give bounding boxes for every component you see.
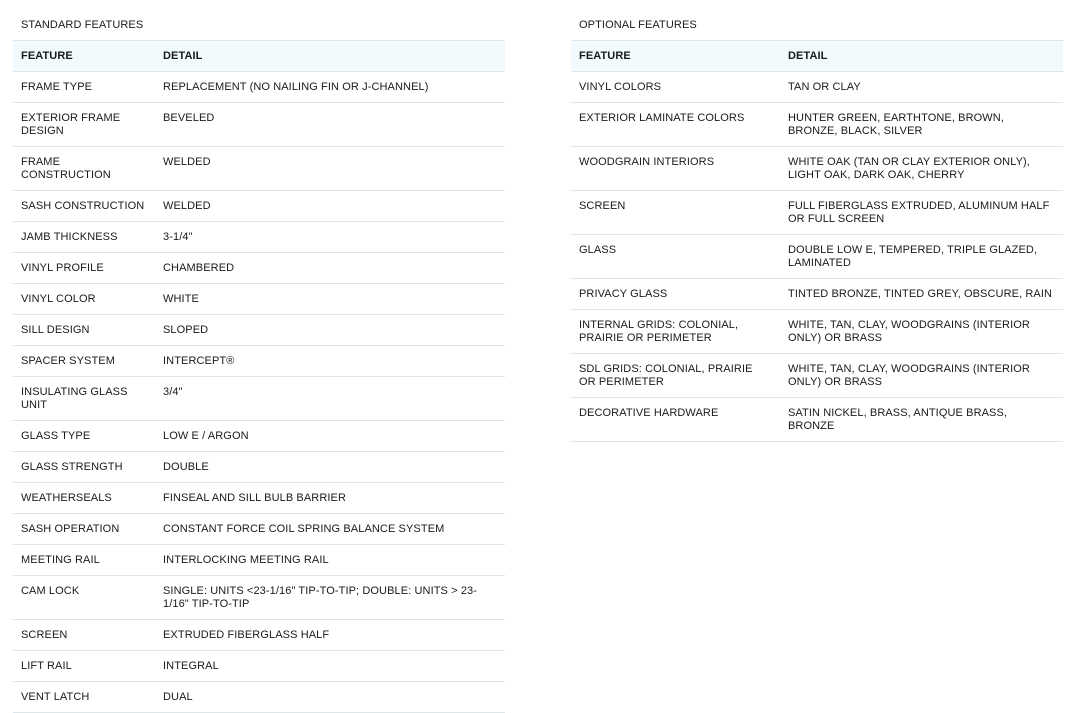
table-row xyxy=(13,222,505,253)
detail-cell: 3/4" xyxy=(155,377,505,421)
feature-cell: SPACER SYSTEM xyxy=(13,346,155,377)
feature-cell: SASH CONSTRUCTION xyxy=(13,191,155,222)
detail-cell: INTERCEPT® xyxy=(155,346,505,377)
detail-column-header: DETAIL xyxy=(155,41,505,72)
table-row xyxy=(571,398,1063,442)
feature-cell: INTERNAL GRIDS: COLONIAL, PRAIRIE OR PERIMETER xyxy=(571,310,780,354)
table-header-row xyxy=(571,41,1063,72)
optional-features-title: OPTIONAL FEATURES xyxy=(579,19,697,31)
detail-cell: WELDED xyxy=(155,147,505,191)
table-row xyxy=(13,315,505,346)
feature-cell: SILL DESIGN xyxy=(13,315,155,346)
table-row xyxy=(571,191,1063,235)
detail-cell: INTERLOCKING MEETING RAIL xyxy=(155,545,505,576)
detail-cell: FINSEAL AND SILL BULB BARRIER xyxy=(155,483,505,514)
feature-cell: VINYL COLOR xyxy=(13,284,155,315)
table-row xyxy=(13,147,505,191)
table-row xyxy=(571,354,1063,398)
feature-column-header: FEATURE xyxy=(13,41,155,72)
detail-cell: SLOPED xyxy=(155,315,505,346)
table-row xyxy=(13,377,505,421)
feature-cell: SASH OPERATION xyxy=(13,514,155,545)
detail-cell: TINTED BRONZE, TINTED GREY, OBSCURE, RAIN xyxy=(780,279,1063,310)
feature-cell: SCREEN xyxy=(13,620,155,651)
feature-cell: EXTERIOR LAMINATE COLORS xyxy=(571,103,780,147)
feature-cell: SCREEN xyxy=(571,191,780,235)
feature-cell: SDL GRIDS: COLONIAL, PRAIRIE OR PERIMETER xyxy=(571,354,780,398)
feature-cell: VENT LATCH xyxy=(13,682,155,713)
feature-cell: FRAME TYPE xyxy=(13,72,155,103)
detail-cell: WHITE OAK (TAN OR CLAY EXTERIOR ONLY), LIGHT OAK, DARK OAK, CHERRY xyxy=(780,147,1063,191)
detail-cell: INTEGRAL xyxy=(155,651,505,682)
detail-cell: WHITE xyxy=(155,284,505,315)
table-row xyxy=(13,483,505,514)
detail-cell: FULL FIBERGLASS EXTRUDED, ALUMINUM HALF OR FULL SCREEN xyxy=(780,191,1063,235)
detail-cell: SINGLE: UNITS <23-1/16" TIP-TO-TIP; DOUBLE: UNITS > 23-1/16" TIP-TO-TIP xyxy=(155,576,505,620)
table-header-row xyxy=(13,41,505,72)
table-row xyxy=(13,452,505,483)
detail-cell: REPLACEMENT (NO NAILING FIN OR J-CHANNEL) xyxy=(155,72,505,103)
detail-cell: 3-1/4" xyxy=(155,222,505,253)
detail-cell: SATIN NICKEL, BRASS, ANTIQUE BRASS, BRONZE xyxy=(780,398,1063,442)
standard-features-table xyxy=(13,40,505,713)
detail-cell: CHAMBERED xyxy=(155,253,505,284)
standard-features-title: STANDARD FEATURES xyxy=(21,19,144,31)
detail-cell: TAN OR CLAY xyxy=(780,72,1063,103)
table-row xyxy=(571,235,1063,279)
table-row xyxy=(13,284,505,315)
table-row xyxy=(13,620,505,651)
table-row xyxy=(13,72,505,103)
table-row xyxy=(13,514,505,545)
table-row xyxy=(571,147,1063,191)
optional-features-section xyxy=(571,10,1063,442)
feature-cell: JAMB THICKNESS xyxy=(13,222,155,253)
feature-cell: WOODGRAIN INTERIORS xyxy=(571,147,780,191)
feature-cell: EXTERIOR FRAME DESIGN xyxy=(13,103,155,147)
detail-cell: DOUBLE LOW E, TEMPERED, TRIPLE GLAZED, LAMINATED xyxy=(780,235,1063,279)
detail-column-header: DETAIL xyxy=(780,41,1063,72)
detail-cell: HUNTER GREEN, EARTHTONE, BROWN, BRONZE, BLACK, SILVER xyxy=(780,103,1063,147)
detail-cell: CONSTANT FORCE COIL SPRING BALANCE SYSTEM xyxy=(155,514,505,545)
table-row xyxy=(571,103,1063,147)
feature-cell: PRIVACY GLASS xyxy=(571,279,780,310)
detail-cell: DUAL xyxy=(155,682,505,713)
detail-cell: WHITE, TAN, CLAY, WOODGRAINS (INTERIOR ONLY) OR BRASS xyxy=(780,354,1063,398)
detail-cell: WHITE, TAN, CLAY, WOODGRAINS (INTERIOR ONLY) OR BRASS xyxy=(780,310,1063,354)
feature-cell: GLASS TYPE xyxy=(13,421,155,452)
table-row xyxy=(571,310,1063,354)
feature-cell: DECORATIVE HARDWARE xyxy=(571,398,780,442)
table-row xyxy=(13,545,505,576)
feature-column-header: FEATURE xyxy=(571,41,780,72)
table-row xyxy=(13,421,505,452)
feature-cell: LIFT RAIL xyxy=(13,651,155,682)
table-row xyxy=(13,103,505,147)
feature-cell: CAM LOCK xyxy=(13,576,155,620)
detail-cell: BEVELED xyxy=(155,103,505,147)
detail-cell: LOW E / ARGON xyxy=(155,421,505,452)
feature-cell: VINYL PROFILE xyxy=(13,253,155,284)
detail-cell: EXTRUDED FIBERGLASS HALF xyxy=(155,620,505,651)
feature-cell: VINYL COLORS xyxy=(571,72,780,103)
feature-cell: MEETING RAIL xyxy=(13,545,155,576)
feature-cell: WEATHERSEALS xyxy=(13,483,155,514)
table-row xyxy=(13,346,505,377)
table-row xyxy=(13,253,505,284)
table-row xyxy=(13,191,505,222)
feature-cell: FRAME CONSTRUCTION xyxy=(13,147,155,191)
table-row xyxy=(13,576,505,620)
feature-cell: GLASS STRENGTH xyxy=(13,452,155,483)
detail-cell: WELDED xyxy=(155,191,505,222)
optional-features-table xyxy=(571,40,1063,442)
table-row xyxy=(13,682,505,713)
detail-cell: DOUBLE xyxy=(155,452,505,483)
standard-features-section xyxy=(13,10,505,713)
feature-cell: INSULATING GLASS UNIT xyxy=(13,377,155,421)
table-row xyxy=(571,72,1063,103)
table-row xyxy=(571,279,1063,310)
feature-cell: GLASS xyxy=(571,235,780,279)
table-row xyxy=(13,651,505,682)
